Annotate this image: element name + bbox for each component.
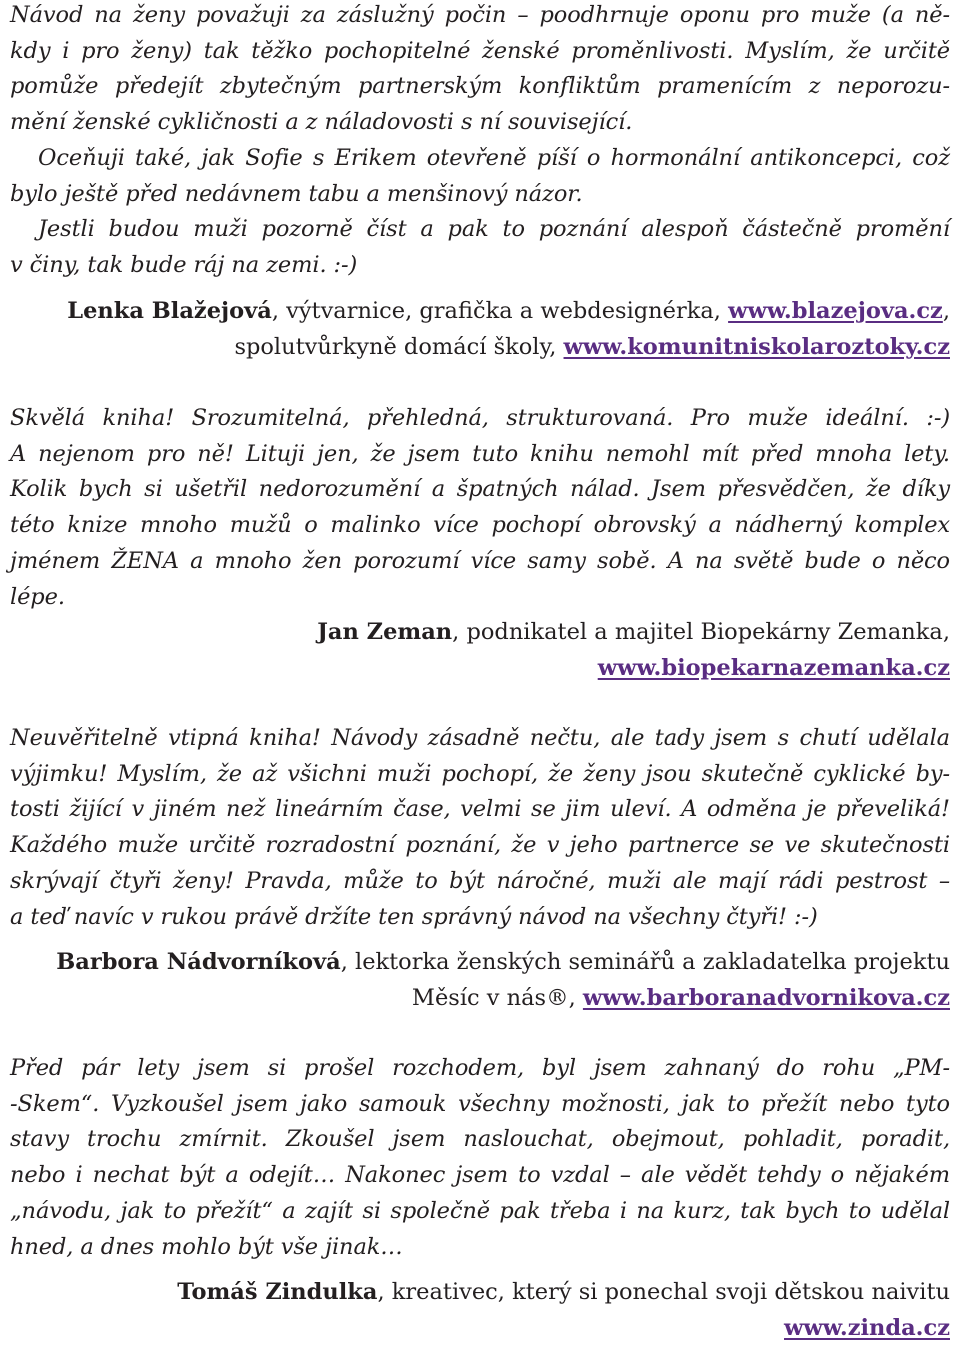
quote-line: A nejenom pro ně! Lituji jen, že jsem tuto knihu nemohl mít před mnoha lety.: [10, 440, 950, 467]
quote-line: skrývají čtyři ženy! Pravda, může to být náročné, muži ale mají rádi pestrost –: [10, 867, 950, 894]
author-description: , výtvarnice, grafička a webdesignérka,: [271, 298, 729, 324]
quote-line: Neuvěřitelně vtipná kniha! Návody zásadně nečtu, ale tady jsem s chutí udělala: [10, 725, 950, 751]
author-name: Jan Zeman: [317, 619, 453, 645]
signature-3: [10, 945, 950, 1016]
quote-line: lépe.: [10, 583, 65, 610]
quote-line: kdy i pro ženy) tak těžko pochopitelné ženské proměnlivosti. Myslím, že určitě: [10, 37, 950, 64]
author-name: Barbora Nádvorníková: [56, 949, 341, 975]
website-link[interactable]: www.barboranadvornikova.cz: [582, 984, 950, 1011]
testimonial-quote-1: [10, 0, 950, 284]
signature-2: [10, 615, 950, 686]
signature-line: [10, 294, 950, 330]
quote-line: stavy trochu zmírnit. Zkoušel jsem naslouchat, obejmout, pohladit, poradit,: [10, 1126, 950, 1153]
quote-line: -Skem“. Vyzkoušel jsem jako samouk všechny možnosti, jak to přežít nebo tyto: [10, 1090, 950, 1117]
quote-line: hned, a dnes mohlo být vše jinak…: [10, 1233, 403, 1260]
signature-line: [10, 981, 950, 1017]
website-link[interactable]: www.biopekarnazemanka.cz: [597, 654, 950, 681]
author-description: , lektorka ženských seminářů a zakladatelka projektu: [340, 949, 950, 975]
signature-line: [10, 330, 950, 366]
signature-line: [10, 945, 950, 981]
website-link[interactable]: www.blazejova.cz: [728, 298, 943, 324]
author-description: , podnikatel a majitel Biopekárny Zemanka,: [452, 619, 950, 645]
quote-line: Před pár lety jsem si prošel rozchodem, byl jsem zahnaný do rohu „PM-: [10, 1055, 950, 1081]
signature-line: [10, 615, 950, 651]
quote-line: jménem ŽENA a mnoho žen porozumí více samy sobě. A na světě bude o něco: [10, 547, 950, 574]
quote-line: mění ženské cykličnosti a z náladovosti s ní související.: [10, 109, 633, 136]
signature-1: [10, 294, 950, 365]
quote-line: nebo i nechat být a odejít… Nakonec jsem to vzdal – ale vědět tehdy o nějakém: [10, 1162, 950, 1189]
quote-line: „návodu, jak to přežít“ a zajít si společně pak třeba i na kurz, tak bych to udělal: [10, 1197, 950, 1224]
website-link[interactable]: www.komunitniskolaroztoky.cz: [563, 333, 950, 360]
website-link[interactable]: www.zinda.cz: [784, 1314, 950, 1341]
quote-line: této knize mnoho mužů o malinko více pochopí obrovský a nádherný komplex: [10, 512, 950, 539]
testimonial-quote-2: [10, 401, 950, 615]
quote-line: Kolik bych si ušetřil nedorozumění a špatných nálad. Jsem přesvědčen, že díky: [10, 476, 950, 503]
testimonial-quote-3: [10, 721, 950, 935]
signature-4: [10, 1275, 950, 1346]
signature-line: [10, 1275, 950, 1311]
quote-line: a teď navíc v rukou právě držíte ten správný návod na všechny čtyři! :-): [10, 903, 818, 930]
quote-line: Skvělá kniha! Srozumitelná, přehledná, strukturovaná. Pro muže ideální. :-): [10, 405, 950, 431]
quote-line: v činy, tak bude ráj na zemi. :-): [10, 251, 358, 278]
author-description: spolutvůrkyně domácí školy,: [234, 333, 564, 360]
author-name: Lenka Blažejová: [67, 298, 272, 324]
quote-line: pomůže předejít zbytečným partnerským konfliktům pramenícím z neporozu-: [10, 73, 950, 100]
quote-line: bylo ještě před nedávnem tabu a menšinový názor.: [10, 180, 583, 207]
author-name: Tomáš Zindulka: [177, 1279, 378, 1305]
quote-line: výjimku! Myslím, že až všichni muži pochopí, že ženy jsou skutečně cyklické by-: [10, 760, 950, 787]
author-description: , kreativec, který si ponechal svoji dětskou naivitu: [377, 1279, 950, 1305]
quote-line: Návod na ženy považuji za záslužný počin – poodhrnuje oponu pro muže (a ně-: [10, 2, 950, 28]
quote-line: Oceňuji také, jak Sofie s Erikem otevřeně píší o hormonální antikoncepci, což: [38, 144, 950, 171]
quote-line: Každého muže určitě rozradostní poznání, že v jeho partnerce se ve skutečnosti: [10, 832, 950, 859]
signature-line: [10, 651, 950, 687]
author-description: Měsíc v nás®,: [411, 984, 583, 1011]
testimonial-quote-4: [10, 1051, 950, 1265]
quote-line: Jestli budou muži pozorně číst a pak to poznání alespoň částečně promění: [38, 216, 950, 243]
quote-line: tosti žijící v jiném než lineárním čase, velmi se jim uleví. A odměna je převeliká!: [10, 796, 950, 823]
separator: ,: [942, 298, 950, 324]
